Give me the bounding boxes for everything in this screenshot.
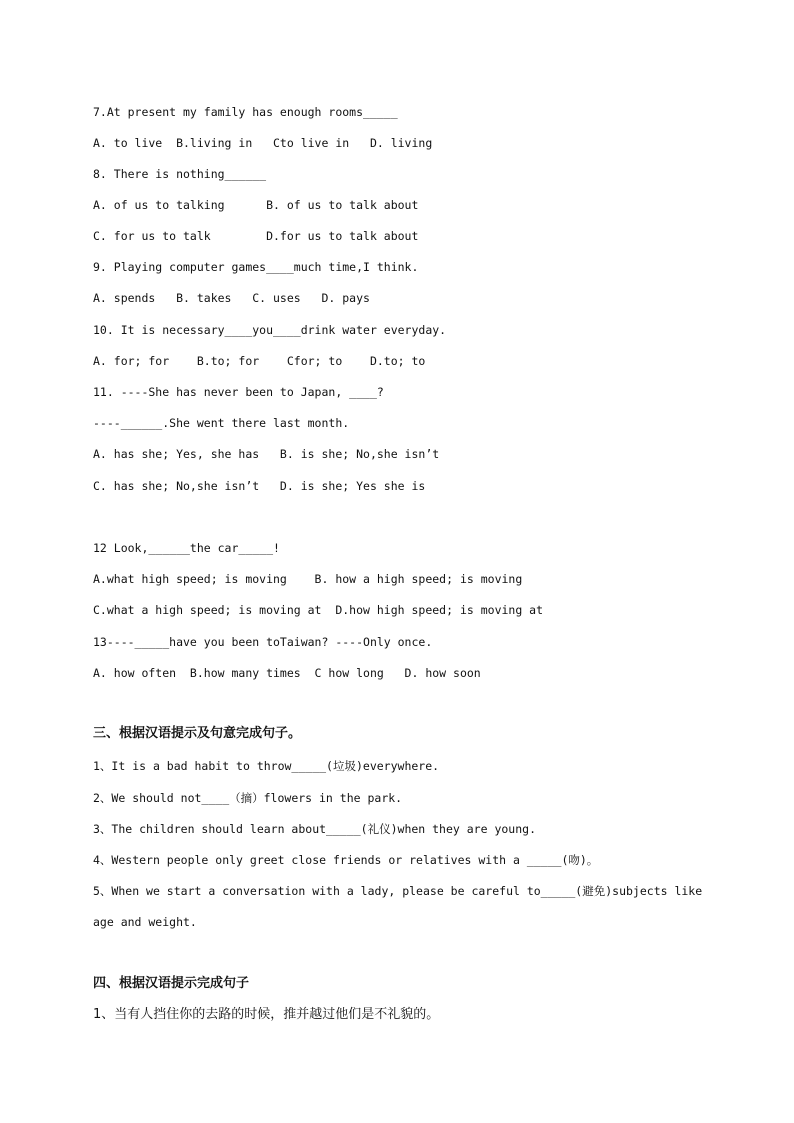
line-q12-options-cd: C.what a high speed; is moving at D.how high speed; is moving at [93,603,544,617]
line-q10: 10. It is necessary____you____drink water everyday. [93,323,447,337]
line-s4-item1: 1、当有人挡住你的去路的时候，推并越过他们是不礼貌的。 [93,1007,440,1022]
line-q7: 7.At present my family has enough rooms_____ [93,105,398,119]
line-q11-reply: ----______.She went there last month. [93,416,350,430]
line-s3-item2: 2、We should not____（摘）flowers in the park. [93,791,403,805]
line-q11-options-ab: A. has she; Yes, she has B. is she; No,she isn’t [93,447,440,461]
line-q12: 12 Look,______the car_____! [93,541,280,555]
line-q11: 11. ----She has never been to Japan, ____? [93,385,384,399]
line-q12-options-ab: A.what high speed; is moving B. how a high speed; is moving [93,572,523,586]
line-q13-options: A. how often B.how many times C how long D. how soon [93,666,481,680]
line-q9-options: A. spends B. takes C. uses D. pays [93,291,370,305]
line-q8-options-cd: C. for us to talk D.for us to talk about [93,229,419,243]
line-q11-options-cd: C. has she; No,she isn’t D. is she; Yes she is [93,479,426,493]
line-s3-item4: 4、Western people only greet close friends or relatives with a _____(吻)。 [93,853,599,867]
line-s3-item1: 1、It is a bad habit to throw_____(垃圾)everywhere. [93,759,440,773]
line-q8-options-ab: A. of us to talking B. of us to talk about [93,198,419,212]
line-q13: 13----_____have you been toTaiwan? ----Only once. [93,635,433,649]
section-four-title: 四、根据汉语提示完成句子 [93,976,250,991]
line-q10-options: A. for; for B.to; for Cfor; to D.to; to [93,354,426,368]
line-s3-item3: 3、The children should learn about_____(礼仪)when they are young. [93,822,536,836]
line-q9: 9. Playing computer games____much time,I think. [93,260,419,274]
line-s3-item5-cont: age and weight. [93,915,197,929]
line-s3-item5: 5、When we start a conversation with a lady, please be careful to_____(避免)subjects like [93,884,703,898]
line-q8: 8. There is nothing______ [93,167,267,181]
section-three-title: 三、根据汉语提示及句意完成句子。 [93,726,302,741]
line-q7-options: A. to live B.living in Cto live in D. living [93,136,433,150]
